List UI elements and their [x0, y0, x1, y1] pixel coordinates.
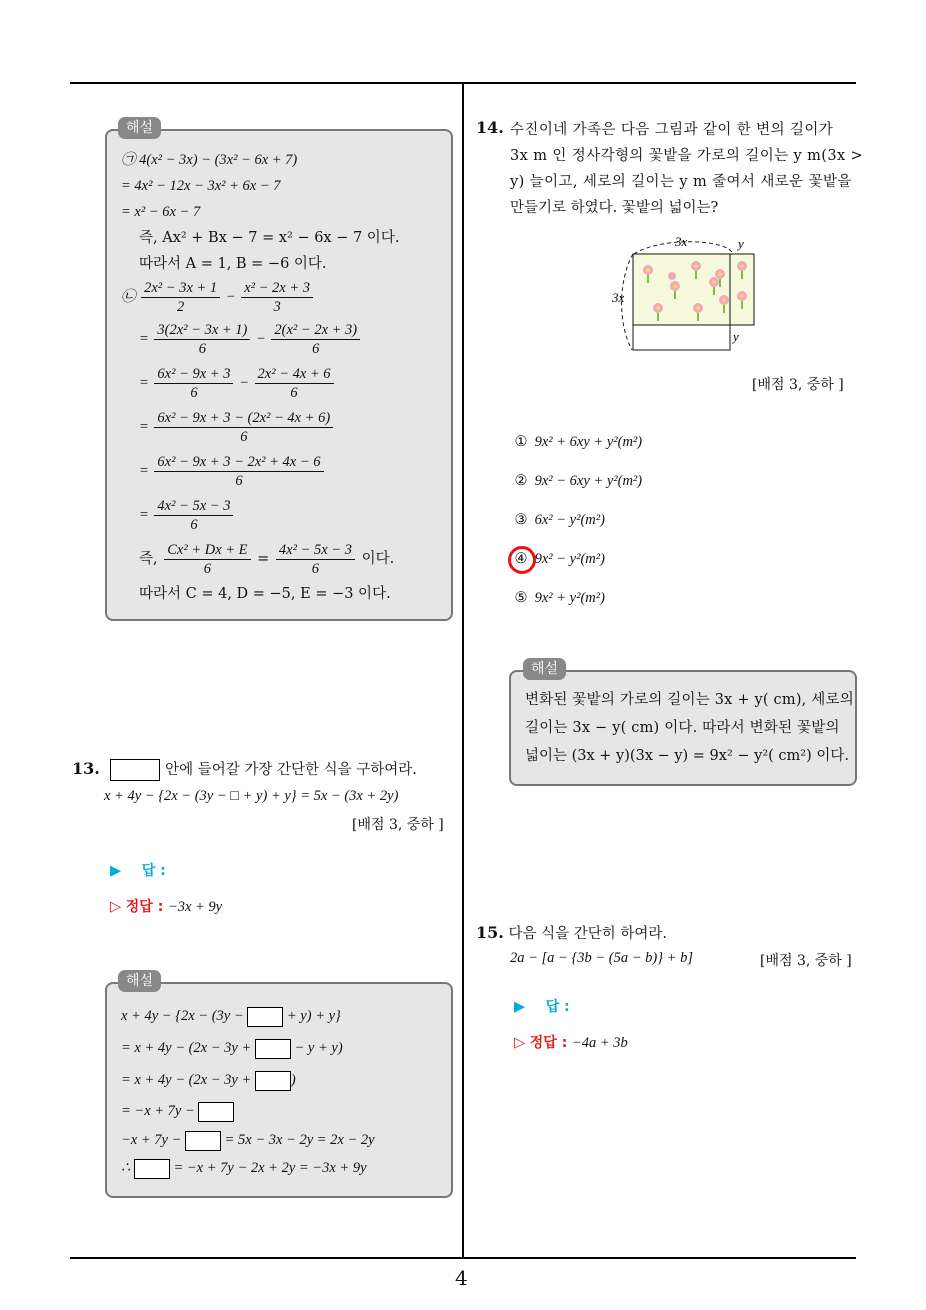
sol12-frac-row-3: = $\frac{\text{6x² − 9x + 3 − (2x² − 4x + 6)}}{6}$ [121, 405, 437, 449]
r6-post: 이다. [361, 551, 395, 567]
answer-marker-icon: ▶ [514, 999, 526, 1015]
sol13-r6b: = −x + 7y − 2x + 2y = −3x + 9y [173, 1160, 367, 1176]
choice-3[interactable] [512, 512, 605, 529]
choice-1-text: 9x² + 6xy + y²(m²) [534, 434, 643, 450]
r1a-num: 3(2x² − 3x + 1) [154, 321, 250, 340]
sol13-r2a: = x + 4y − (2x − 3y + [121, 1040, 252, 1056]
sol12-frac-row-0: ㉡ $\frac{\text{2x² − 3x + 1}}{2}$ − $\frac{\text{x² − 2x + 3}}{3}$ [121, 277, 437, 317]
sol13-line-4 [121, 1096, 437, 1126]
removed-strip [633, 325, 730, 350]
q14-line-4: 만들기로 하였다. 꽃밭의 넓이는? [510, 200, 719, 216]
choice-5-mark: ⑤ [514, 590, 528, 606]
q13-expression: x + 4y − {2x − (3y − □ + y) + y} = 5x − (3x + 2y) [104, 788, 399, 804]
solution-box-12 [105, 129, 453, 621]
sol12-frac-row-1: = $\frac{\text{3(2x² − 3x + 1)}}{6}$ − $\frac{\text{2(x² − 2x + 3)}}{6}$ [121, 317, 437, 361]
fig-label-top: 3x [675, 234, 688, 249]
sol13-r1b: + y) + y} [286, 1008, 341, 1024]
q13-answer-row[interactable] [110, 860, 166, 880]
solution-box-14 [509, 670, 857, 786]
sol12-line-5: 따라서 A = 1, B = −6 이다. [139, 256, 327, 272]
sol13-line-5 [121, 1126, 437, 1154]
solution-tag-14: 해설 [523, 658, 566, 680]
r4-den: 6 [235, 473, 243, 490]
r6b-den: 6 [311, 560, 320, 577]
page-number: 4 [455, 1266, 468, 1290]
choice-1[interactable] [512, 434, 642, 451]
q15-answer-row[interactable] [514, 996, 570, 1016]
r2a-num: 6x² − 9x + 3 [154, 365, 233, 384]
sol12-line-2: = 4x² − 12x − 3x² + 6x − 7 [121, 178, 281, 194]
sol13-line-6 [121, 1154, 437, 1182]
sol13-line-1 [121, 1000, 437, 1032]
q14-line-1: 수진이네 가족은 다음 그림과 같이 한 변의 길이가 [510, 122, 834, 138]
q14-line-3: y) 늘이고, 세로의 길이는 y m 줄여서 새로운 꽃밭을 [510, 174, 852, 190]
choice-3-text: 6x² − y²(m²) [534, 512, 605, 528]
sol13-r3a: = x + 4y − (2x − 3y + [121, 1072, 252, 1088]
sol14-line-1: 변화된 꽃밭의 가로의 길이는 3x + y( cm), 세로의 [525, 692, 854, 708]
fig-label-right: y [738, 236, 744, 251]
sol12-frac-row-2: = $\frac{\text{6x² − 9x + 3}}{6}$ − $\frac{\text{2x² − 4x + 6}}{6}$ [121, 361, 437, 405]
blank-box [198, 1102, 234, 1122]
choice-4-text: 9x² − y²(m²) [534, 551, 605, 567]
sol14-line-2: 길이는 3x − y( cm) 이다. 따라서 변화된 꽃밭의 [525, 720, 840, 736]
key-label: 정답 : [125, 899, 164, 915]
fig-label-left: 3x [612, 290, 625, 305]
q13-text: 안에 들어갈 가장 간단한 식을 구하여라. [165, 762, 417, 778]
sol12-frac-row-4: = $\frac{\text{6x² − 9x + 3 − 2x² + 4x − 6}}{6}$ [121, 449, 437, 493]
q14-number: 14. [476, 118, 504, 137]
choice-2-mark: ② [514, 473, 528, 489]
r1b-den: 6 [312, 341, 320, 358]
r3-den: 6 [240, 429, 248, 446]
sol13-line-2 [121, 1032, 437, 1064]
choice-4-mark: ④ [514, 551, 528, 567]
q13-points: [배점 3, 중하 ] [352, 817, 444, 833]
question-15 [476, 922, 667, 943]
answer-label: 답 : [141, 863, 166, 879]
selected-answer-circle-icon [508, 546, 536, 574]
r1a-den: 6 [198, 341, 207, 358]
q15-expression: 2a − [a − {3b − (5a − b)} + b] [510, 950, 693, 966]
r2b-den: 6 [290, 385, 298, 402]
r4-num: 6x² − 9x + 3 − 2x² + 4x − 6 [154, 453, 323, 472]
sol12-frac-row-6: 즉, $\frac{\text{Cx² + Dx + E}}{6}$ = $\frac{\text{4x² − 5x − 3}}{6}$ 이다. [139, 541, 395, 577]
sol12-line-3: = x² − 6x − 7 [121, 204, 201, 220]
blank-box [185, 1131, 221, 1151]
q14-line-2: 3x m 인 정사각형의 꽃밭을 가로의 길이는 y m(3x > [510, 148, 864, 164]
blank-box [255, 1071, 291, 1091]
key-label: 정답 : [529, 1035, 568, 1051]
solution-tag-13: 해설 [118, 970, 161, 992]
f1-num: 2x² − 3x + 1 [141, 279, 220, 298]
therefore-symbol: ∴ [121, 1160, 131, 1176]
solution-box-13 [105, 982, 453, 1198]
sol12-line-1: ㉠ 4(x² − 3x) − (3x² − 6x + 7) [121, 152, 298, 168]
choice-5[interactable] [512, 590, 605, 607]
q15-key-row [514, 1032, 628, 1052]
choice-3-mark: ③ [514, 512, 528, 528]
sol13-r5a: −x + 7y − [121, 1132, 182, 1148]
answer-label: 답 : [545, 999, 570, 1015]
blank-box [255, 1039, 291, 1059]
sol13-r3b: ) [290, 1072, 296, 1088]
q14-points: [배점 3, 중하 ] [752, 377, 844, 393]
q13-key-row [110, 896, 222, 916]
r3-num: 6x² − 9x + 3 − (2x² − 4x + 6) [154, 409, 333, 428]
mark-b: ㉡ [121, 289, 136, 305]
key-value: −3x + 9y [167, 899, 223, 915]
blank-box [134, 1159, 170, 1179]
key-value: −4a + 3b [571, 1035, 628, 1051]
garden-square [633, 254, 730, 325]
q15-number: 15. [476, 923, 504, 942]
garden-figure [600, 230, 770, 360]
choice-1-mark: ① [514, 434, 528, 450]
q15-text: 다음 식을 간단히 하여라. [508, 926, 667, 942]
q13-blank-box [110, 759, 160, 781]
sol12-frac-row-5: = $\frac{\text{4x² − 5x − 3}}{6}$ [121, 493, 437, 537]
r6b-num: 4x² − 5x − 3 [276, 541, 355, 560]
sol12-line-4: 즉, Ax² + Bx − 7 = x² − 6x − 7 이다. [139, 230, 400, 246]
answer-marker-icon: ▶ [110, 863, 122, 879]
sol13-r5b: = 5x − 3x − 2y = 2x − 2y [224, 1132, 375, 1148]
bottom-rule [70, 1257, 856, 1259]
f2-num: x² − 2x + 3 [241, 279, 313, 298]
r6a-num: Cx² + Dx + E [164, 541, 250, 560]
f1-den: 2 [177, 299, 185, 316]
choice-5-text: 9x² + y²(m²) [534, 590, 605, 606]
question-13 [72, 758, 417, 781]
sol13-r1a: x + 4y − {2x − (3y − [121, 1008, 244, 1024]
r2a-den: 6 [190, 385, 198, 402]
question-14 [476, 118, 504, 137]
r5-den: 6 [190, 517, 198, 534]
q13-number: 13. [72, 759, 100, 778]
r5-num: 4x² − 5x − 3 [154, 497, 233, 516]
r2b-num: 2x² − 4x + 6 [255, 365, 334, 384]
choice-2-text: 9x² − 6xy + y²(m²) [534, 473, 643, 489]
fig-label-bottom: y [733, 329, 739, 344]
key-marker-icon: ▷ [110, 899, 122, 915]
sol14-line-3: 넓이는 (3x + y)(3x − y) = 9x² − y²( cm²) 이다. [525, 748, 849, 764]
r6a-den: 6 [203, 560, 211, 577]
r6-pre: 즉, [139, 551, 158, 567]
solution-tag-12: 해설 [118, 117, 161, 139]
q15-points: [배점 3, 중하 ] [760, 953, 852, 969]
column-divider [462, 82, 464, 1259]
r1b-num: 2(x² − 2x + 3) [271, 321, 360, 340]
f2-den: 3 [273, 299, 281, 316]
sol13-line-3 [121, 1064, 437, 1096]
blank-box [247, 1007, 283, 1027]
sol13-r2b: − y + y) [294, 1040, 343, 1056]
choice-2[interactable] [512, 473, 642, 490]
sol12-final: 따라서 C = 4, D = −5, E = −3 이다. [139, 586, 391, 602]
sol13-r4a: = −x + 7y − [121, 1103, 195, 1119]
key-marker-icon: ▷ [514, 1035, 526, 1051]
